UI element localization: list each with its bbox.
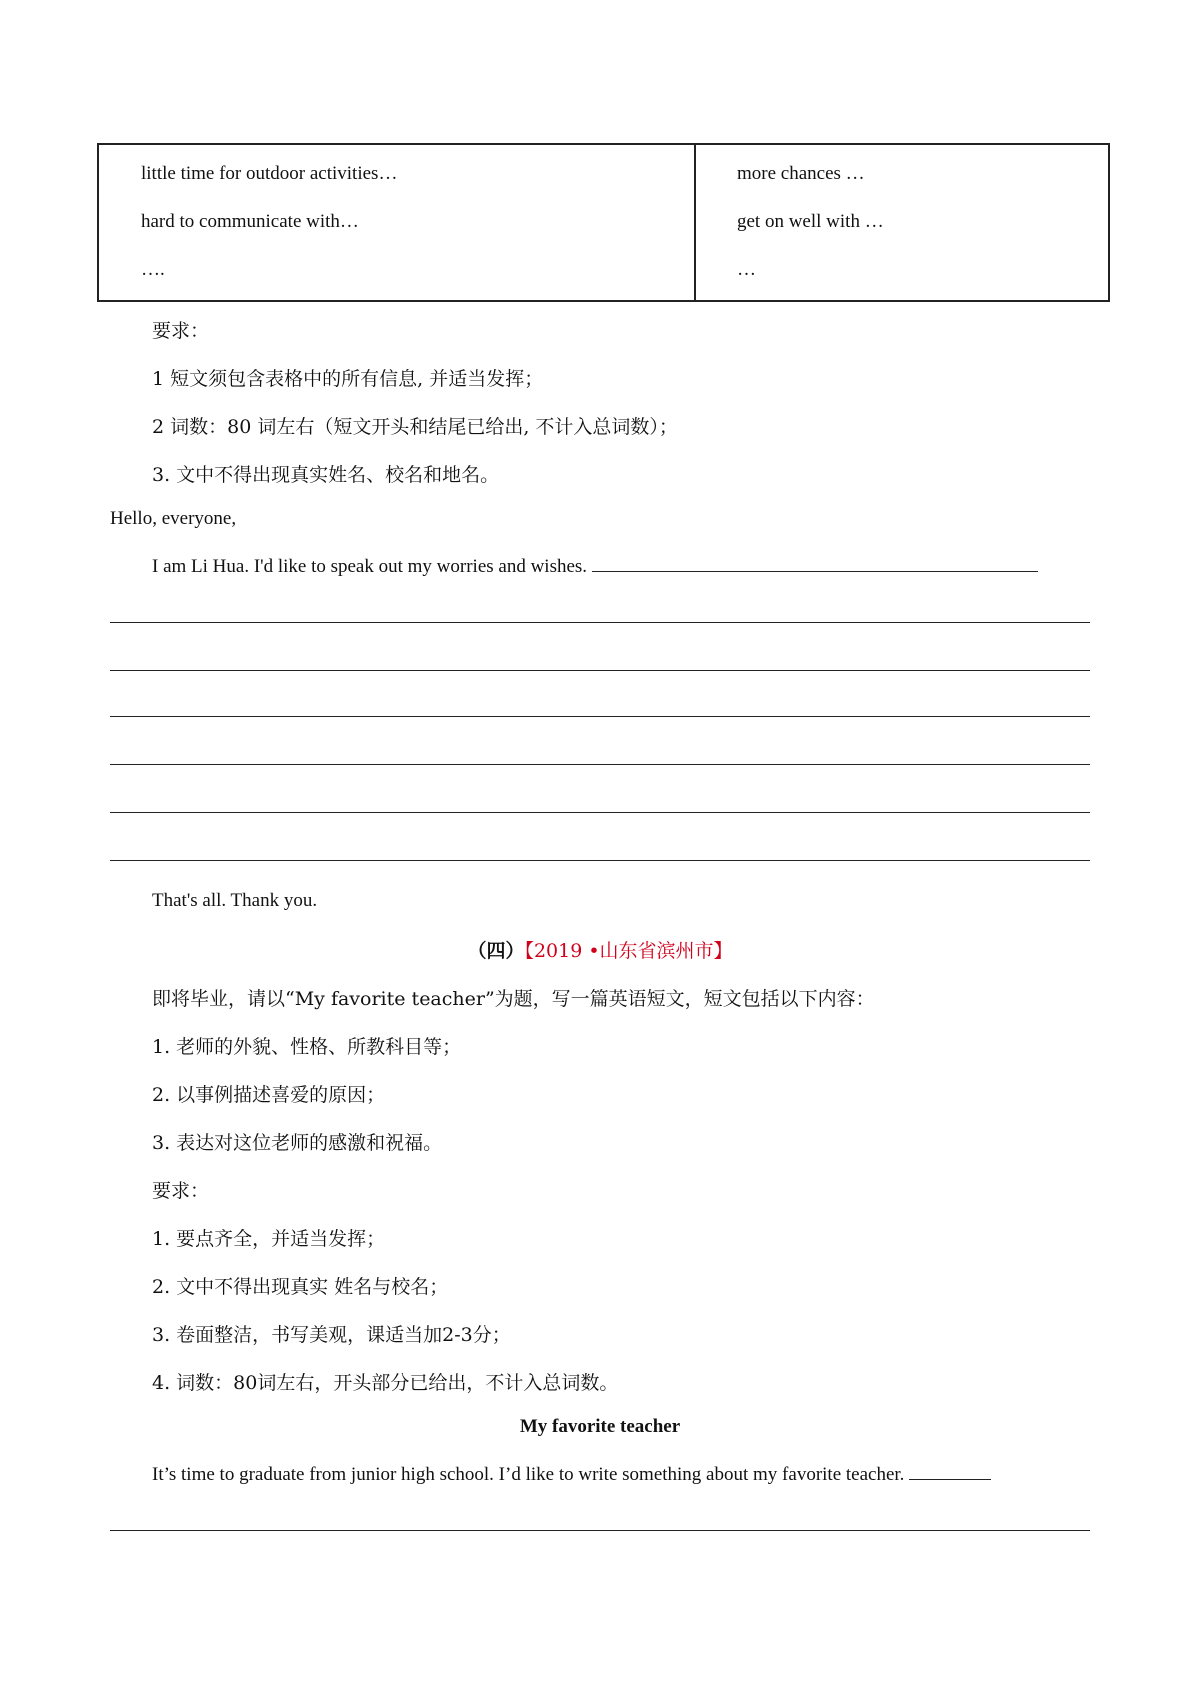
table-right-line-3: … (737, 259, 756, 280)
writing-line[interactable] (110, 716, 1090, 717)
requirement-item: 3. 文中不得出现真实姓名、校名和地名。 (152, 464, 500, 486)
table-right-line-2: get on well with … (737, 211, 884, 232)
table-left-line-3: …. (141, 259, 165, 280)
content-item: 2. 以事例描述喜爱的原因； (152, 1084, 386, 1106)
table-left-line-1: little time for outdoor activities… (141, 163, 398, 184)
writing-line[interactable] (110, 860, 1090, 861)
essay-opening-line (152, 1464, 991, 1486)
writing-blank[interactable] (592, 570, 1038, 572)
essay-opening-line (152, 556, 1038, 578)
section-label: （四） (467, 940, 525, 962)
requirement-item: 2. 文中不得出现真实 姓名与校名； (152, 1276, 449, 1298)
table-right-line-1: more chances … (737, 163, 865, 184)
requirement-item: 2 词数：80 词左右（短文开头和结尾已给出, 不计入总词数）； (152, 416, 678, 438)
content-item: 1. 老师的外貌、性格、所教科目等； (152, 1036, 462, 1058)
requirements-heading: 要求： (152, 320, 210, 342)
content-item: 3. 表达对这位老师的感激和祝福。 (152, 1132, 443, 1154)
section-prompt: 即将毕业，请以“My favorite teacher”为题，写一篇英语短文，短文包括以下内容： (152, 988, 875, 1010)
writing-blank[interactable] (909, 1478, 991, 1480)
essay-closing: That's all. Thank you. (152, 890, 318, 911)
writing-line[interactable] (110, 812, 1090, 813)
table-left-line-2: hard to communicate with… (141, 211, 359, 232)
worries-wishes-table (97, 143, 1110, 302)
writing-line[interactable] (110, 1530, 1090, 1531)
requirement-item: 4. 词数：80词左右，开头部分已给出，不计入总词数。 (152, 1372, 619, 1394)
section-header (0, 936, 1200, 963)
writing-line[interactable] (110, 670, 1090, 671)
table-divider (694, 145, 696, 300)
requirements-heading: 要求： (152, 1180, 210, 1202)
requirement-item: 1 短文须包含表格中的所有信息, 并适当发挥； (152, 368, 544, 390)
essay-opening-text: I am Li Hua. I'd like to speak out my worries and wishes. (152, 556, 588, 577)
writing-line[interactable] (110, 764, 1090, 765)
essay-title: My favorite teacher (519, 1416, 681, 1437)
requirement-item: 1. 要点齐全，并适当发挥； (152, 1228, 386, 1250)
requirement-item: 3. 卷面整洁，书写美观，课适当加2-3分； (152, 1324, 511, 1346)
writing-line[interactable] (110, 622, 1090, 623)
essay-greeting: Hello, everyone, (110, 508, 237, 529)
section-source: 【2019 •山东省滨州市】 (524, 940, 733, 962)
essay-opening-text: It’s time to graduate from junior high school. I’d like to write something about my favorite teacher. (152, 1464, 905, 1485)
